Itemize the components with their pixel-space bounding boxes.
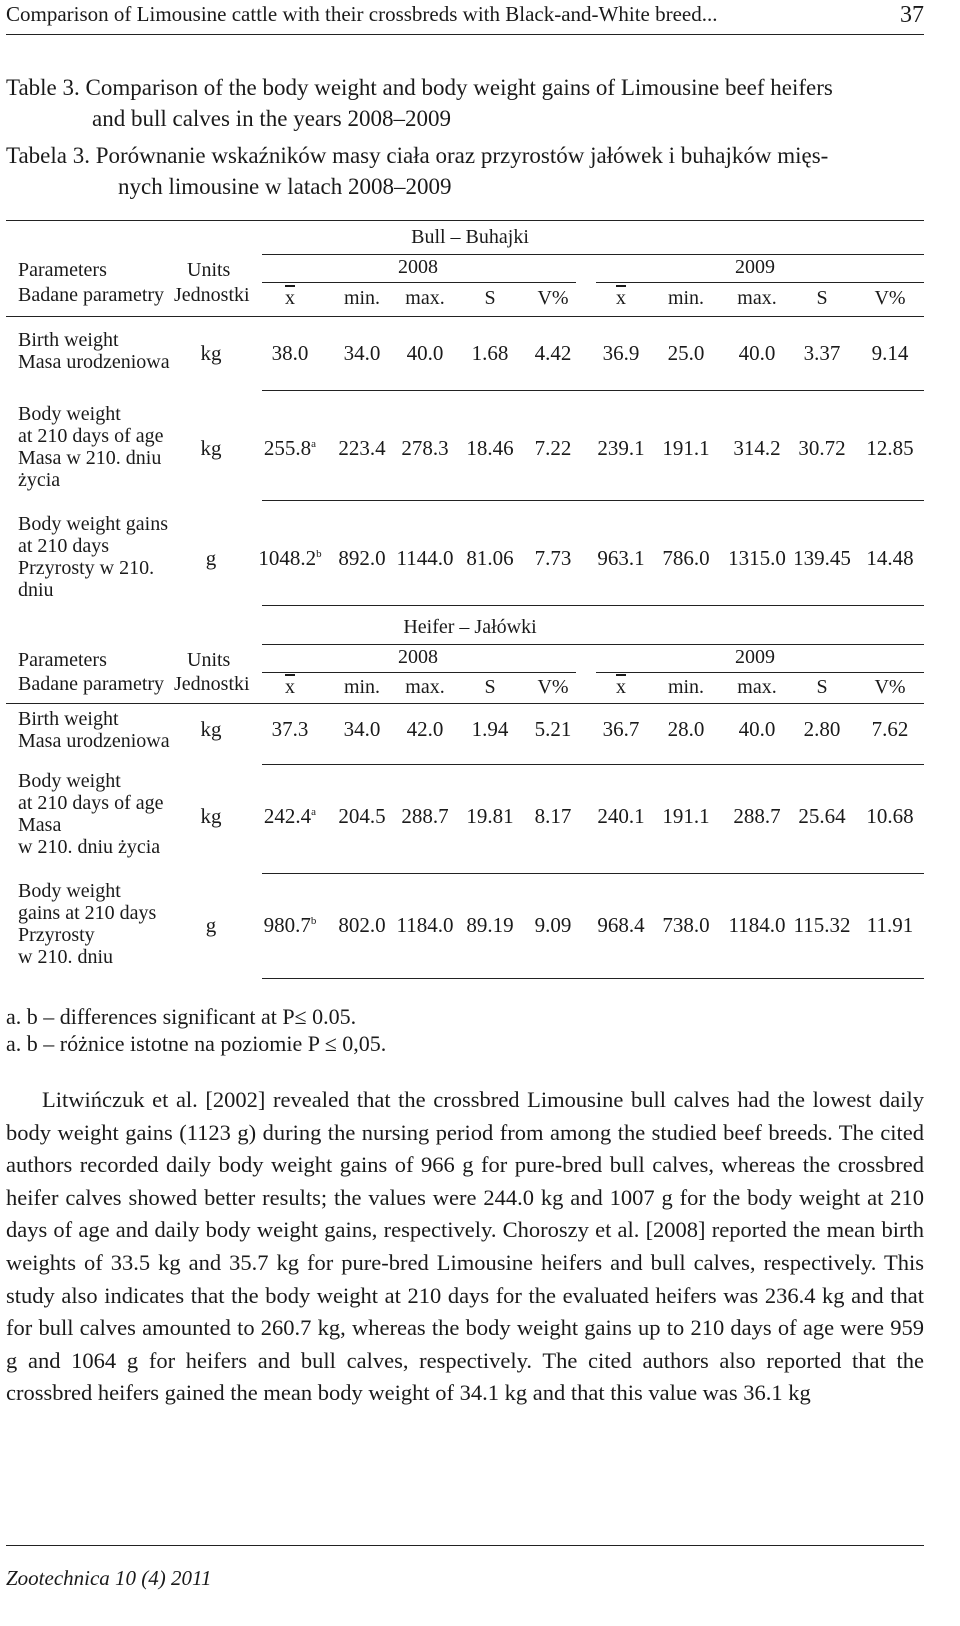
table-cell xyxy=(397,547,454,569)
row-parameter-line: Body weight xyxy=(18,403,121,425)
section-title: Heifer – Jałówki xyxy=(403,616,537,638)
significance-marker: b xyxy=(316,548,322,560)
cell-value: 89.19 xyxy=(466,913,514,937)
table-cell xyxy=(662,914,709,936)
row-parameter-line: w 210. dniu życia xyxy=(18,836,161,858)
caption-pl-label: Tabela 3. xyxy=(6,143,90,168)
param-header-en: Parameters xyxy=(18,259,107,281)
param-header-en: Parameters xyxy=(18,649,107,671)
table-cell xyxy=(344,342,381,364)
table-cell xyxy=(603,342,640,364)
column-header: min. xyxy=(667,287,705,309)
table-cell xyxy=(272,342,309,364)
cell-value: 1184.0 xyxy=(396,913,454,937)
column-header: max. xyxy=(405,676,445,698)
cell-value: 25.0 xyxy=(667,341,705,365)
table-cell xyxy=(739,342,776,364)
cell-value: 288.7 xyxy=(733,804,781,828)
table-cell xyxy=(866,437,913,459)
caption-en-line1 xyxy=(6,72,833,103)
row-separator-rule xyxy=(262,500,924,501)
cell-value: 18.46 xyxy=(466,436,514,460)
param-header-pl: Badane parametry xyxy=(18,673,165,695)
year-rule-2008 xyxy=(262,672,576,673)
column-header: S xyxy=(484,287,496,309)
cell-value: 223.4 xyxy=(338,436,386,460)
column-header: V% xyxy=(537,676,569,698)
row-parameter-line: dniu xyxy=(18,579,54,601)
column-header: max. xyxy=(737,287,777,309)
cell-value: 7.73 xyxy=(534,546,572,570)
unit-header-en: Units xyxy=(187,259,231,281)
cell-value: 2.80 xyxy=(803,717,841,741)
cell-value: 239.1 xyxy=(597,436,645,460)
cell-value: 892.0 xyxy=(338,546,386,570)
table-cell xyxy=(793,547,851,569)
table-cell xyxy=(338,437,385,459)
column-header: S xyxy=(816,676,828,698)
cell-value: 28.0 xyxy=(667,717,705,741)
table-cell xyxy=(798,437,845,459)
table-cell xyxy=(258,547,321,569)
table-cell xyxy=(733,805,780,827)
cell-value: 242.4 xyxy=(263,804,312,828)
cell-value: 40.0 xyxy=(738,341,776,365)
table-cell xyxy=(798,805,845,827)
table-cell xyxy=(668,718,705,740)
cell-value: 255.8 xyxy=(263,436,312,460)
body-paragraph xyxy=(6,1084,924,1410)
row-parameter-line: Masa w 210. dniu xyxy=(18,447,162,469)
row-separator-rule xyxy=(262,605,924,606)
running-head: Comparison of Limousine cattle with their crossbreds with Black-and-White breed... xyxy=(6,2,718,26)
year-2008-header: 2008 xyxy=(398,256,438,278)
year-rule-2008 xyxy=(262,282,576,283)
table-cell xyxy=(264,437,316,459)
significance-marker: a xyxy=(311,438,317,450)
column-header: min. xyxy=(667,676,705,698)
table-cell xyxy=(338,805,385,827)
caption-pl-text-1: Porównanie wskaźników masy ciała oraz przyrostów jałówek i buhajków mięs- xyxy=(95,143,829,168)
row-parameter-line: Body weight gains xyxy=(18,513,168,535)
table-top-rule xyxy=(6,220,924,221)
column-header: min. xyxy=(343,676,381,698)
cell-value: 980.7 xyxy=(263,913,311,937)
table-cell xyxy=(535,342,572,364)
row-parameter-line: Birth weight xyxy=(18,329,119,351)
caption-en-label: Table 3. xyxy=(6,75,80,100)
table-cell xyxy=(866,805,913,827)
table-cell xyxy=(668,342,705,364)
footer-rule xyxy=(6,1545,924,1546)
cell-value: 7.22 xyxy=(534,436,572,460)
cell-value: 1.94 xyxy=(471,717,509,741)
table-cell xyxy=(264,805,316,827)
cell-value: 314.2 xyxy=(733,436,781,460)
table-cell xyxy=(407,342,444,364)
table-cell xyxy=(867,914,913,936)
table-cell xyxy=(794,914,851,936)
section-title-rule xyxy=(262,254,924,255)
row-parameter-line: życia xyxy=(18,469,61,491)
table-cell xyxy=(597,805,644,827)
cell-value: 19.81 xyxy=(466,804,514,828)
cell-value: 8.17 xyxy=(534,804,572,828)
row-separator-rule xyxy=(262,764,924,765)
row-unit: kg xyxy=(200,804,222,828)
unit-header-en: Units xyxy=(187,649,231,671)
page-number: 37 xyxy=(900,2,924,28)
caption-en-text-1: Comparison of the body weight and body weight gains of Limousine beef heifers xyxy=(85,75,833,100)
column-header: V% xyxy=(874,287,906,309)
table-cell xyxy=(804,718,841,740)
row-unit: kg xyxy=(200,436,222,460)
row-parameter-line: at 210 days of age xyxy=(18,792,164,814)
column-header: $\overline{x}$ xyxy=(285,676,295,698)
cell-value: 25.64 xyxy=(798,804,846,828)
row-separator-rule xyxy=(262,873,924,874)
table-cell xyxy=(401,805,448,827)
caption-en-line2: and bull calves in the years 2008–2009 xyxy=(92,106,451,131)
cell-value: 1048.2 xyxy=(258,546,317,570)
table-cell xyxy=(407,718,444,740)
table-cell xyxy=(272,718,309,740)
table-cell xyxy=(872,718,909,740)
cell-value: 786.0 xyxy=(662,546,710,570)
table-cell xyxy=(535,914,572,936)
cell-value: 81.06 xyxy=(466,546,514,570)
cell-value: 963.1 xyxy=(597,546,645,570)
column-header: max. xyxy=(405,287,445,309)
year-rule-2009 xyxy=(596,282,924,283)
row-parameter-line: w 210. dniu xyxy=(18,946,113,968)
table-cell xyxy=(472,342,509,364)
row-separator-rule xyxy=(262,390,924,391)
unit-header-pl: Jednostki xyxy=(174,673,250,695)
header-rule xyxy=(6,34,924,35)
row-parameter-line: Masa xyxy=(18,814,62,836)
table-cell xyxy=(338,914,385,936)
table-cell xyxy=(264,914,317,936)
row-unit: g xyxy=(205,546,217,570)
table-cell xyxy=(733,437,780,459)
row-parameter-line: Birth weight xyxy=(18,708,119,730)
table-cell xyxy=(401,437,448,459)
cell-value: 36.7 xyxy=(602,717,640,741)
cell-value: 11.91 xyxy=(866,913,914,937)
row-separator-rule xyxy=(262,978,924,979)
table-cell xyxy=(535,547,572,569)
cell-value: 278.3 xyxy=(401,436,449,460)
table-cell xyxy=(597,914,644,936)
param-header-pl: Badane parametry xyxy=(18,284,165,306)
row-parameter-line: Przyrosty w 210. xyxy=(18,557,155,579)
section-title-rule xyxy=(262,644,924,645)
cell-value: 1315.0 xyxy=(728,546,786,570)
cell-value: 40.0 xyxy=(738,717,776,741)
cell-value: 802.0 xyxy=(338,913,386,937)
cell-value: 1.68 xyxy=(471,341,509,365)
column-header: $\overline{x}$ xyxy=(285,287,295,309)
column-header: $\overline{x}$ xyxy=(616,676,626,698)
table-cell xyxy=(728,547,786,569)
table-cell xyxy=(739,718,776,740)
unit-header-pl: Jednostki xyxy=(174,284,250,306)
significance-marker: b xyxy=(310,915,317,927)
table-cell xyxy=(535,718,572,740)
table-cell xyxy=(535,437,572,459)
cell-value: 288.7 xyxy=(401,804,449,828)
column-header: V% xyxy=(537,287,569,309)
footnote-pl: a. b – różnice istotne na poziomie P ≤ 0,05. xyxy=(6,1031,387,1056)
significance-marker: a xyxy=(311,806,317,818)
cell-value: 34.0 xyxy=(343,717,381,741)
column-header: min. xyxy=(343,287,381,309)
table-cell xyxy=(338,547,385,569)
column-header: $\overline{x}$ xyxy=(616,287,626,309)
cell-value: 9.09 xyxy=(534,913,572,937)
table-cell xyxy=(466,437,513,459)
header-bottom-rule xyxy=(6,703,924,704)
table-cell xyxy=(866,547,913,569)
row-parameter-line: at 210 days of age xyxy=(18,425,164,447)
year-2009-header: 2009 xyxy=(735,256,775,278)
cell-value: 139.45 xyxy=(793,546,851,570)
row-parameter-line: Masa urodzeniowa xyxy=(18,351,170,373)
cell-value: 3.37 xyxy=(803,341,841,365)
footnote-en: a. b – differences significant at P≤ 0.05. xyxy=(6,1004,357,1029)
column-header: S xyxy=(816,287,828,309)
table-cell xyxy=(872,342,909,364)
caption-pl-line2: nych limousine w latach 2008–2009 xyxy=(118,174,452,199)
cell-value: 14.48 xyxy=(866,546,914,570)
cell-value: 5.21 xyxy=(534,717,572,741)
year-2009-header: 2009 xyxy=(735,646,775,668)
cell-value: 34.0 xyxy=(343,341,381,365)
table-cell xyxy=(662,547,709,569)
cell-value: 40.0 xyxy=(406,341,444,365)
table-cell xyxy=(662,437,709,459)
section-title: Bull – Buhajki xyxy=(411,226,529,248)
column-header: S xyxy=(484,676,496,698)
cell-value: 12.85 xyxy=(866,436,914,460)
cell-value: 968.4 xyxy=(597,913,645,937)
table-cell xyxy=(804,342,841,364)
row-parameter-line: at 210 days xyxy=(18,535,110,557)
table-cell xyxy=(472,718,509,740)
cell-value: 7.62 xyxy=(871,717,909,741)
column-header: V% xyxy=(874,676,906,698)
column-header: max. xyxy=(737,676,777,698)
cell-value: 240.1 xyxy=(597,804,645,828)
cell-value: 36.9 xyxy=(602,341,640,365)
row-parameter-line: Przyrosty xyxy=(18,924,95,946)
table-cell xyxy=(466,914,513,936)
row-parameter-line: Masa urodzeniowa xyxy=(18,730,170,752)
cell-value: 1144.0 xyxy=(396,546,454,570)
table-cell xyxy=(597,437,644,459)
caption-pl-line1 xyxy=(6,140,828,171)
cell-value: 738.0 xyxy=(662,913,710,937)
cell-value: 191.1 xyxy=(662,436,710,460)
table-cell xyxy=(344,718,381,740)
cell-value: 4.42 xyxy=(534,341,572,365)
cell-value: 115.32 xyxy=(793,913,851,937)
table-cell xyxy=(535,805,572,827)
journal-footer: Zootechnica 10 (4) 2011 xyxy=(6,1566,212,1590)
table-cell xyxy=(729,914,786,936)
cell-value: 30.72 xyxy=(798,436,846,460)
table-cell xyxy=(466,547,513,569)
row-unit: kg xyxy=(200,717,222,741)
table-cell xyxy=(603,718,640,740)
table-cell xyxy=(662,805,709,827)
row-parameter-line: Body weight xyxy=(18,880,121,902)
row-unit: kg xyxy=(200,341,222,365)
row-unit: g xyxy=(205,913,217,937)
cell-value: 37.3 xyxy=(271,717,309,741)
body-paragraph-text: Litwińczuk et al. [2002] revealed that the crossbred Limousine bull calves had the lowest daily body weight gains (1123 g) during the nursing period from among the studied beef breeds. The cited authors recorded daily body weight gains of 966 g for pure-bred bull calves, whereas the crossbred heifer calves showed better results; the values were 244.0 kg and 1007 g for the body weight at 210 days of age and daily body weight gains, respectively. Choroszy et al. [2008] reported the mean birth weights of 33.5 kg and 35.7 kg for pure-bred Limousine heifers and bull calves, respectively. This study also indicates that the body weight at 210 days for the evaluated heifers was 236.4 kg and that for bull calves amounted to 260.7 kg, whereas the body weight gains up to 210 days of age were 959 g and 1064 g for heifers and bull calves, respectively. The cited authors also reported that the crossbred heifers gained the mean body weight of 34.1 kg and that this value was 36.1 kg xyxy=(6,1087,924,1406)
row-parameter-line: gains at 210 days xyxy=(18,902,157,924)
cell-value: 10.68 xyxy=(866,804,914,828)
year-rule-2009 xyxy=(596,672,924,673)
cell-value: 191.1 xyxy=(662,804,710,828)
table-cell xyxy=(466,805,513,827)
header-bottom-rule xyxy=(6,316,924,317)
table-cell xyxy=(597,547,644,569)
cell-value: 1184.0 xyxy=(728,913,786,937)
table-cell xyxy=(397,914,454,936)
cell-value: 42.0 xyxy=(406,717,444,741)
row-parameter-line: Body weight xyxy=(18,770,121,792)
year-2008-header: 2008 xyxy=(398,646,438,668)
cell-value: 38.0 xyxy=(271,341,309,365)
cell-value: 204.5 xyxy=(338,804,386,828)
cell-value: 9.14 xyxy=(871,341,909,365)
